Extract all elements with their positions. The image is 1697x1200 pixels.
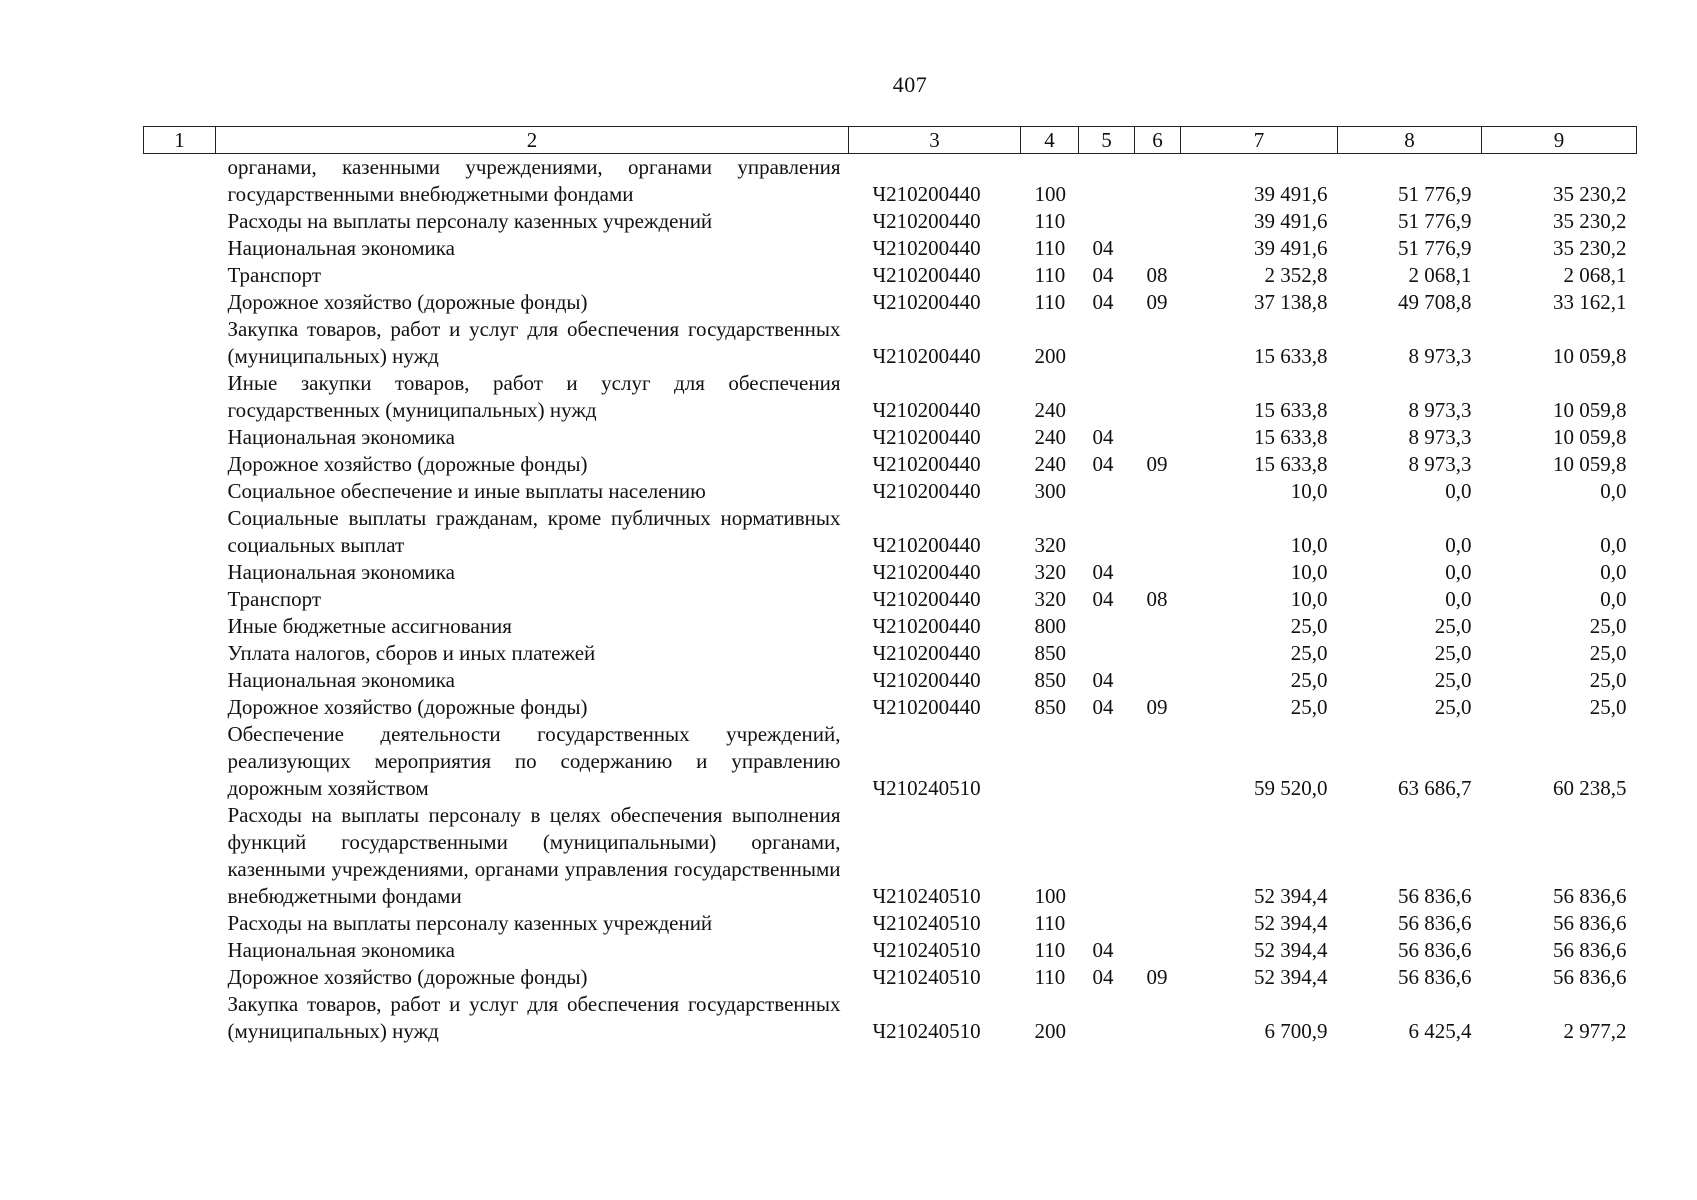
row-blank-cell	[144, 694, 216, 721]
row-expense-type: 850	[1034, 695, 1066, 719]
row-amount-col8: 56 836,6	[1398, 911, 1472, 935]
row-description: Закупка товаров, работ и услуг для обеспечения государственных (муниципальных) нужд	[227, 992, 841, 1043]
row-amount-col7: 15 633,8	[1254, 425, 1328, 449]
row-target-code: Ч210200440	[872, 182, 981, 206]
row-section	[1079, 721, 1135, 802]
row-section	[1079, 910, 1135, 937]
row-blank-cell	[144, 613, 216, 640]
row-amount-col8: 0,0	[1445, 533, 1472, 557]
row-blank-cell	[144, 424, 216, 451]
row-expense-type: 320	[1034, 560, 1066, 584]
table-row	[144, 667, 1637, 694]
row-amount-col8: 25,0	[1434, 695, 1472, 719]
row-description: Дорожное хозяйство (дорожные фонды)	[227, 452, 588, 476]
row-blank-cell	[144, 370, 216, 424]
row-expense-type: 110	[1034, 911, 1066, 935]
row-amount-col8: 6 425,4	[1408, 1019, 1472, 1043]
table-row	[144, 721, 1637, 802]
row-section: 04	[1092, 425, 1114, 449]
row-subsection: 09	[1146, 452, 1168, 476]
row-expense-type: 320	[1034, 587, 1066, 611]
row-expense-type: 110	[1034, 263, 1066, 287]
row-amount-col9: 10 059,8	[1553, 344, 1627, 368]
row-subsection	[1135, 208, 1181, 235]
row-target-code: Ч210240510	[872, 776, 981, 800]
row-amount-col7: 25,0	[1290, 614, 1328, 638]
row-subsection: 09	[1146, 290, 1168, 314]
row-amount-col7: 15 633,8	[1254, 398, 1328, 422]
row-amount-col9: 0,0	[1600, 587, 1627, 611]
row-amount-col8: 8 973,3	[1408, 344, 1472, 368]
row-expense-type: 100	[1034, 182, 1066, 206]
row-blank-cell	[144, 451, 216, 478]
row-subsection	[1135, 802, 1181, 910]
row-section	[1079, 370, 1135, 424]
row-amount-col9: 56 836,6	[1553, 884, 1627, 908]
row-subsection: 09	[1146, 695, 1168, 719]
row-target-code: Ч210200440	[872, 479, 981, 503]
table-row	[144, 316, 1637, 370]
table-row	[144, 208, 1637, 235]
row-blank-cell	[144, 937, 216, 964]
row-description: Социальные выплаты гражданам, кроме публичных нормативных социальных выплат	[227, 506, 841, 557]
row-expense-type: 800	[1034, 614, 1066, 638]
column-header-8: 8	[1338, 127, 1482, 154]
row-amount-col9: 35 230,2	[1553, 236, 1627, 260]
row-amount-col9: 25,0	[1589, 668, 1627, 692]
row-target-code: Ч210200440	[872, 398, 981, 422]
row-blank-cell	[144, 640, 216, 667]
row-section	[1079, 640, 1135, 667]
row-amount-col7: 2 352,8	[1264, 263, 1328, 287]
row-amount-col9: 33 162,1	[1553, 290, 1627, 314]
row-target-code: Ч210200440	[872, 695, 981, 719]
row-target-code: Ч210200440	[872, 452, 981, 476]
column-header-3: 3	[849, 127, 1021, 154]
row-expense-type: 200	[1034, 344, 1066, 368]
row-section: 04	[1092, 236, 1114, 260]
table-row	[144, 154, 1637, 209]
table-row	[144, 613, 1637, 640]
row-description: Национальная экономика	[227, 425, 455, 449]
row-blank-cell	[144, 208, 216, 235]
row-blank-cell	[144, 154, 216, 209]
row-section: 04	[1092, 668, 1114, 692]
row-section: 04	[1092, 965, 1114, 989]
row-subsection: 08	[1146, 263, 1168, 287]
row-expense-type: 110	[1034, 236, 1066, 260]
row-description: Дорожное хозяйство (дорожные фонды)	[227, 965, 588, 989]
row-amount-col9: 10 059,8	[1553, 452, 1627, 476]
row-description: Транспорт	[227, 263, 322, 287]
table-row	[144, 964, 1637, 991]
row-description: Иные бюджетные ассигнования	[227, 614, 512, 638]
row-amount-col8: 25,0	[1434, 614, 1472, 638]
row-section: 04	[1092, 938, 1114, 962]
row-amount-col8: 51 776,9	[1398, 182, 1472, 206]
table-row	[144, 289, 1637, 316]
row-target-code: Ч210200440	[872, 587, 981, 611]
row-amount-col7: 10,0	[1290, 533, 1328, 557]
row-target-code: Ч210240510	[872, 965, 981, 989]
row-target-code: Ч210200440	[872, 263, 981, 287]
row-subsection	[1135, 235, 1181, 262]
row-subsection	[1135, 316, 1181, 370]
row-target-code: Ч210200440	[872, 641, 981, 665]
row-amount-col8: 56 836,6	[1398, 884, 1472, 908]
row-amount-col8: 25,0	[1434, 641, 1472, 665]
table-row	[144, 559, 1637, 586]
row-amount-col7: 25,0	[1290, 641, 1328, 665]
row-amount-col9: 60 238,5	[1553, 776, 1627, 800]
row-amount-col7: 25,0	[1290, 695, 1328, 719]
row-amount-col7: 10,0	[1290, 587, 1328, 611]
column-header-9: 9	[1482, 127, 1637, 154]
row-expense-type: 240	[1034, 452, 1066, 476]
row-section	[1079, 154, 1135, 209]
column-header-4: 4	[1021, 127, 1079, 154]
row-blank-cell	[144, 559, 216, 586]
row-section	[1079, 991, 1135, 1045]
row-blank-cell	[144, 235, 216, 262]
row-target-code: Ч210200440	[872, 533, 981, 557]
row-subsection	[1135, 424, 1181, 451]
row-amount-col8: 2 068,1	[1408, 263, 1472, 287]
row-expense-type: 200	[1034, 1019, 1066, 1043]
row-subsection	[1135, 937, 1181, 964]
row-blank-cell	[144, 964, 216, 991]
row-amount-col7: 52 394,4	[1254, 884, 1328, 908]
row-amount-col9: 25,0	[1589, 695, 1627, 719]
row-expense-type: 300	[1034, 479, 1066, 503]
row-description: Уплата налогов, сборов и иных платежей	[227, 641, 596, 665]
row-expense-type: 850	[1034, 641, 1066, 665]
row-description: Дорожное хозяйство (дорожные фонды)	[227, 695, 588, 719]
row-subsection	[1135, 721, 1181, 802]
row-description: Закупка товаров, работ и услуг для обеспечения государственных (муниципальных) нужд	[227, 317, 841, 368]
row-amount-col7: 10,0	[1290, 560, 1328, 584]
row-subsection: 09	[1146, 965, 1168, 989]
row-amount-col9: 25,0	[1589, 614, 1627, 638]
row-subsection	[1135, 667, 1181, 694]
row-amount-col8: 51 776,9	[1398, 236, 1472, 260]
column-header-7: 7	[1181, 127, 1338, 154]
row-description: Иные закупки товаров, работ и услуг для обеспечения государственных (муниципальных) нужд	[227, 371, 841, 422]
row-section: 04	[1092, 452, 1114, 476]
budget-table	[143, 126, 1637, 1045]
row-expense-type	[1021, 721, 1079, 802]
row-subsection	[1135, 370, 1181, 424]
row-section	[1079, 505, 1135, 559]
row-amount-col8: 63 686,7	[1398, 776, 1472, 800]
table-row	[144, 802, 1637, 910]
row-subsection	[1135, 154, 1181, 209]
table-row	[144, 370, 1637, 424]
row-description: органами, казенными учреждениями, органами управления государственными внебюджетными фондами	[227, 155, 841, 206]
row-blank-cell	[144, 478, 216, 505]
row-expense-type: 240	[1034, 398, 1066, 422]
row-amount-col9: 56 836,6	[1553, 965, 1627, 989]
row-target-code: Ч210200440	[872, 290, 981, 314]
row-target-code: Ч210200440	[872, 560, 981, 584]
row-amount-col9: 56 836,6	[1553, 938, 1627, 962]
row-amount-col8: 51 776,9	[1398, 209, 1472, 233]
row-expense-type: 850	[1034, 668, 1066, 692]
row-description: Расходы на выплаты персоналу казенных учреждений	[227, 911, 713, 935]
table-row	[144, 451, 1637, 478]
row-amount-col9: 0,0	[1600, 533, 1627, 557]
row-amount-col7: 59 520,0	[1254, 776, 1328, 800]
row-amount-col9: 2 977,2	[1563, 1019, 1627, 1043]
row-amount-col8: 8 973,3	[1408, 425, 1472, 449]
row-amount-col8: 56 836,6	[1398, 965, 1472, 989]
row-amount-col7: 6 700,9	[1264, 1019, 1328, 1043]
table-row	[144, 235, 1637, 262]
row-description: Дорожное хозяйство (дорожные фонды)	[227, 290, 588, 314]
row-amount-col8: 0,0	[1445, 587, 1472, 611]
row-blank-cell	[144, 721, 216, 802]
table-row	[144, 910, 1637, 937]
row-amount-col7: 39 491,6	[1254, 236, 1328, 260]
row-target-code: Ч210200440	[872, 614, 981, 638]
row-target-code: Ч210240510	[872, 911, 981, 935]
row-amount-col7: 25,0	[1290, 668, 1328, 692]
row-section	[1079, 478, 1135, 505]
row-subsection	[1135, 613, 1181, 640]
row-amount-col7: 52 394,4	[1254, 911, 1328, 935]
row-target-code: Ч210200440	[872, 344, 981, 368]
row-expense-type: 240	[1034, 425, 1066, 449]
row-blank-cell	[144, 505, 216, 559]
row-description: Расходы на выплаты персоналу в целях обеспечения выполнения функций государственными (муниципальными) органами, казенными учреждениями, органами управления государственными внебюджетными фондами	[227, 803, 841, 908]
row-blank-cell	[144, 586, 216, 613]
page-number: 407	[892, 72, 928, 97]
row-amount-col8: 25,0	[1434, 668, 1472, 692]
row-amount-col7: 10,0	[1290, 479, 1328, 503]
row-amount-col9: 56 836,6	[1553, 911, 1627, 935]
row-section: 04	[1092, 290, 1114, 314]
row-amount-col8: 0,0	[1445, 479, 1472, 503]
table-row	[144, 586, 1637, 613]
row-amount-col9: 10 059,8	[1553, 398, 1627, 422]
row-amount-col7: 15 633,8	[1254, 344, 1328, 368]
table-row	[144, 640, 1637, 667]
row-amount-col7: 52 394,4	[1254, 965, 1328, 989]
table-row	[144, 991, 1637, 1045]
table-row	[144, 694, 1637, 721]
row-amount-col8: 49 708,8	[1398, 290, 1472, 314]
row-amount-col9: 35 230,2	[1553, 182, 1627, 206]
row-expense-type: 110	[1034, 209, 1066, 233]
row-amount-col7: 52 394,4	[1254, 938, 1328, 962]
table-row	[144, 262, 1637, 289]
row-section: 04	[1092, 263, 1114, 287]
row-section	[1079, 316, 1135, 370]
row-section: 04	[1092, 560, 1114, 584]
row-blank-cell	[144, 316, 216, 370]
row-target-code: Ч210240510	[872, 884, 981, 908]
row-amount-col9: 25,0	[1589, 641, 1627, 665]
row-description: Национальная экономика	[227, 938, 455, 962]
row-amount-col7: 15 633,8	[1254, 452, 1328, 476]
table-row	[144, 505, 1637, 559]
column-header-1: 1	[144, 127, 216, 154]
row-subsection: 08	[1146, 587, 1168, 611]
row-amount-col8: 56 836,6	[1398, 938, 1472, 962]
row-amount-col8: 8 973,3	[1408, 398, 1472, 422]
row-target-code: Ч210200440	[872, 236, 981, 260]
row-amount-col9: 0,0	[1600, 560, 1627, 584]
row-amount-col9: 35 230,2	[1553, 209, 1627, 233]
table-body	[144, 154, 1637, 1046]
row-amount-col9: 10 059,8	[1553, 425, 1627, 449]
row-section: 04	[1092, 695, 1114, 719]
column-header-5: 5	[1079, 127, 1135, 154]
row-section	[1079, 613, 1135, 640]
row-target-code: Ч210200440	[872, 668, 981, 692]
row-blank-cell	[144, 991, 216, 1045]
row-blank-cell	[144, 802, 216, 910]
row-amount-col9: 0,0	[1600, 479, 1627, 503]
row-subsection	[1135, 505, 1181, 559]
row-subsection	[1135, 910, 1181, 937]
row-amount-col9: 2 068,1	[1563, 263, 1627, 287]
row-amount-col7: 39 491,6	[1254, 209, 1328, 233]
row-blank-cell	[144, 667, 216, 694]
row-section	[1079, 208, 1135, 235]
row-expense-type: 110	[1034, 938, 1066, 962]
row-blank-cell	[144, 262, 216, 289]
row-expense-type: 110	[1034, 290, 1066, 314]
row-amount-col8: 8 973,3	[1408, 452, 1472, 476]
row-target-code: Ч210200440	[872, 425, 981, 449]
column-header-6: 6	[1135, 127, 1181, 154]
row-expense-type: 100	[1034, 884, 1066, 908]
row-target-code: Ч210240510	[872, 938, 981, 962]
row-description: Транспорт	[227, 587, 322, 611]
row-subsection	[1135, 478, 1181, 505]
row-description: Национальная экономика	[227, 560, 455, 584]
row-description: Социальное обеспечение и иные выплаты населению	[227, 479, 706, 503]
column-header-2: 2	[216, 127, 849, 154]
row-subsection	[1135, 640, 1181, 667]
row-description: Национальная экономика	[227, 236, 455, 260]
table-row	[144, 424, 1637, 451]
row-amount-col7: 37 138,8	[1254, 290, 1328, 314]
row-target-code: Ч210240510	[872, 1019, 981, 1043]
row-section	[1079, 802, 1135, 910]
row-description: Расходы на выплаты персоналу казенных учреждений	[227, 209, 713, 233]
row-target-code: Ч210200440	[872, 209, 981, 233]
row-amount-col7: 39 491,6	[1254, 182, 1328, 206]
table-row	[144, 937, 1637, 964]
row-subsection	[1135, 559, 1181, 586]
row-blank-cell	[144, 910, 216, 937]
table-row	[144, 478, 1637, 505]
row-blank-cell	[144, 289, 216, 316]
row-expense-type: 320	[1034, 533, 1066, 557]
table-header-row	[144, 127, 1637, 154]
row-expense-type: 110	[1034, 965, 1066, 989]
row-amount-col8: 0,0	[1445, 560, 1472, 584]
row-subsection	[1135, 991, 1181, 1045]
row-description: Обеспечение деятельности государственных учреждений, реализующих мероприятия по содержанию и управлению дорожным хозяйством	[227, 722, 841, 800]
row-description: Национальная экономика	[227, 668, 455, 692]
row-section: 04	[1092, 587, 1114, 611]
